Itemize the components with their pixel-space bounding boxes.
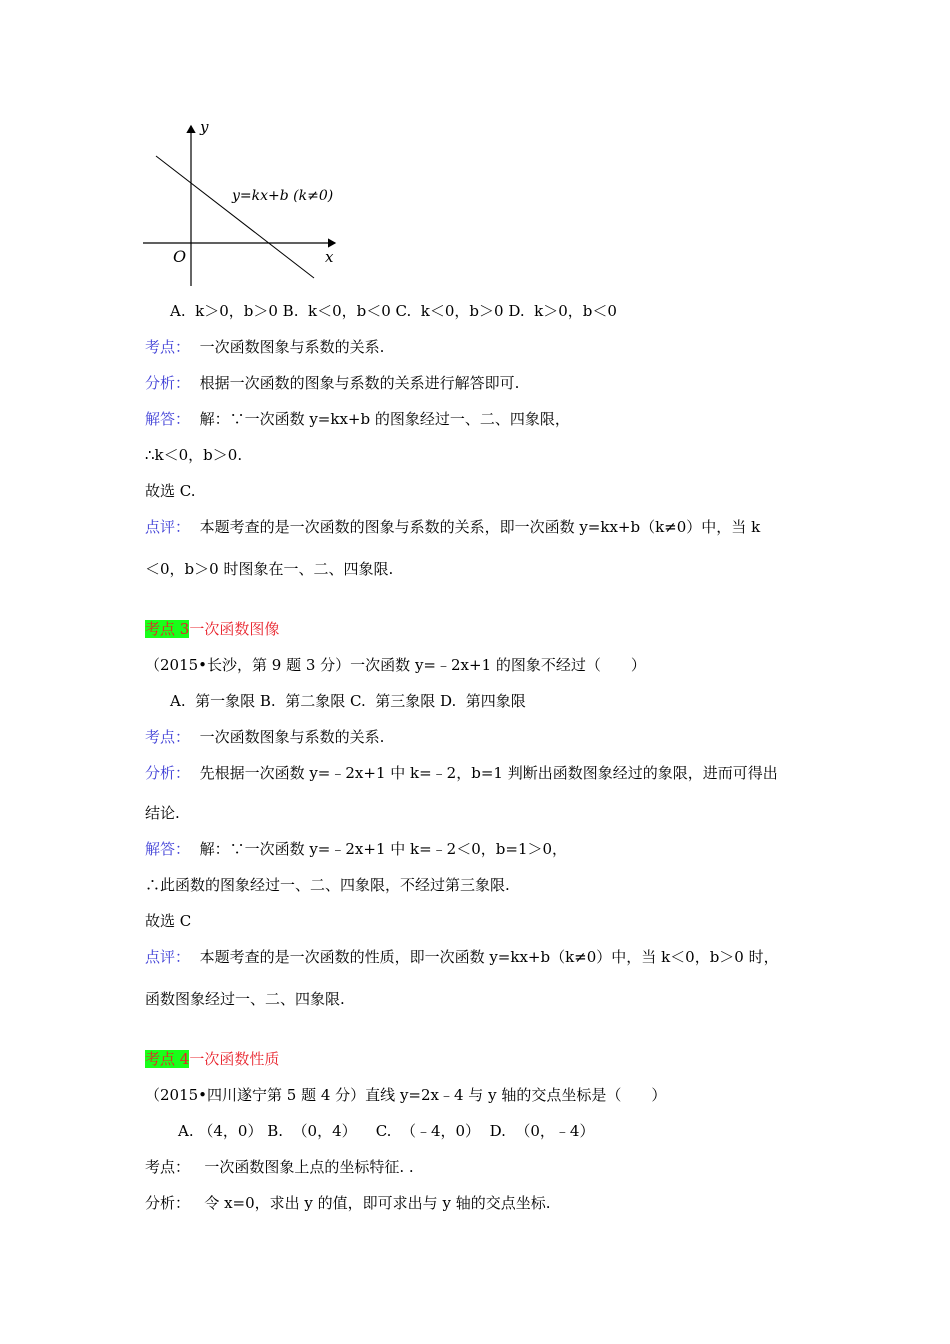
dianping-label: 点评：: [145, 948, 191, 966]
kaodian-text: 一次函数图象上点的坐标特征. .: [204, 1158, 414, 1176]
linear-function-figure: [140, 118, 350, 290]
section4-heading: [145, 1049, 279, 1069]
q2-jieda: [145, 409, 570, 429]
jieda-text: 解：∵一次函数 y=kx+b 的图象经过一、二、四象限，: [199, 410, 570, 428]
section4-fenxi: [145, 1193, 550, 1213]
x-axis-label: x: [325, 248, 334, 266]
fenxi-text: 令 x=0，求出 y 的值，即可求出与 y 轴的交点坐标.: [204, 1194, 551, 1212]
fenxi-text: 根据一次函数的图象与系数的关系进行解答即可.: [199, 374, 520, 392]
section3-tag: 考点 3: [145, 620, 190, 638]
section3-line3: 故选 C: [145, 912, 192, 930]
kaodian-label: 考点：: [145, 728, 191, 746]
q2-kaodian: [145, 337, 384, 357]
section3-jieda: [145, 839, 567, 859]
kaodian-label: 考点：: [145, 1158, 191, 1176]
section4-options: A. （4，0） B. （0，4） C. （﹣4，0） D. （0，﹣4）: [178, 1122, 595, 1140]
dianping-label: 点评：: [145, 518, 191, 536]
equation-label: y=kx+b (k≠0): [232, 188, 334, 204]
section4-question: （2015•四川遂宁第 5 题 4 分）直线 y=2x﹣4 与 y 轴的交点坐标是（ ）: [145, 1086, 667, 1104]
section3-fenxi: [145, 763, 778, 783]
section3-options: A. 第一象限 B. 第二象限 C. 第三象限 D. 第四象限: [170, 692, 526, 710]
kaodian-text: 一次函数图象与系数的关系.: [199, 338, 385, 356]
section3-question: （2015•长沙，第 9 题 3 分）一次函数 y=﹣2x+1 的图象不经过（ ）: [145, 656, 646, 674]
section3-dianping: [145, 947, 779, 967]
section3-dianping-cont: 函数图象经过一、二、四象限.: [145, 990, 345, 1008]
section3-kaodian: [145, 727, 384, 747]
jieda-label: 解答：: [145, 840, 191, 858]
q2-line2: ∴k＜0，b＞0.: [145, 446, 243, 464]
section3-line2: ∴此函数的图象经过一、二、四象限，不经过第三象限.: [145, 876, 510, 894]
section3-fenxi-cont: 结论.: [145, 804, 180, 822]
fenxi-label: 分析：: [145, 764, 191, 782]
fenxi-text: 先根据一次函数 y=﹣2x+1 中 k=﹣2，b=1 判断出函数图象经过的象限，进而可得出: [199, 764, 778, 782]
section3-title: 一次函数图像: [189, 620, 280, 638]
jieda-text: 解：∵一次函数 y=﹣2x+1 中 k=﹣2＜0，b=1＞0，: [199, 840, 568, 858]
section3-heading: [145, 619, 279, 639]
q2-dianping-cont: ＜0，b＞0 时图象在一、二、四象限.: [145, 560, 394, 578]
origin-label: O: [173, 247, 187, 266]
section4-title: 一次函数性质: [189, 1050, 280, 1068]
q2-fenxi: [145, 373, 519, 393]
fenxi-label: 分析：: [145, 374, 191, 392]
kaodian-label: 考点：: [145, 338, 191, 356]
section4-tag: 考点 4: [145, 1050, 190, 1068]
q2-options: A. k＞0，b＞0 B. k＜0，b＜0 C. k＜0，b＞0 D. k＞0，b＜0: [170, 302, 617, 320]
dianping-text: 本题考查的是一次函数的性质，即一次函数 y=kx+b（k≠0）中，当 k＜0，b＞0 时，: [199, 948, 779, 966]
q2-line3: 故选 C.: [145, 482, 196, 500]
fenxi-label: 分析：: [145, 1194, 191, 1212]
jieda-label: 解答：: [145, 410, 191, 428]
q2-dianping: [145, 517, 760, 537]
y-axis-label: y: [200, 118, 209, 136]
section4-kaodian: [145, 1157, 414, 1177]
kaodian-text: 一次函数图象与系数的关系.: [199, 728, 385, 746]
dianping-text: 本题考查的是一次函数的图象与系数的关系，即一次函数 y=kx+b（k≠0）中，当 k: [199, 518, 761, 536]
